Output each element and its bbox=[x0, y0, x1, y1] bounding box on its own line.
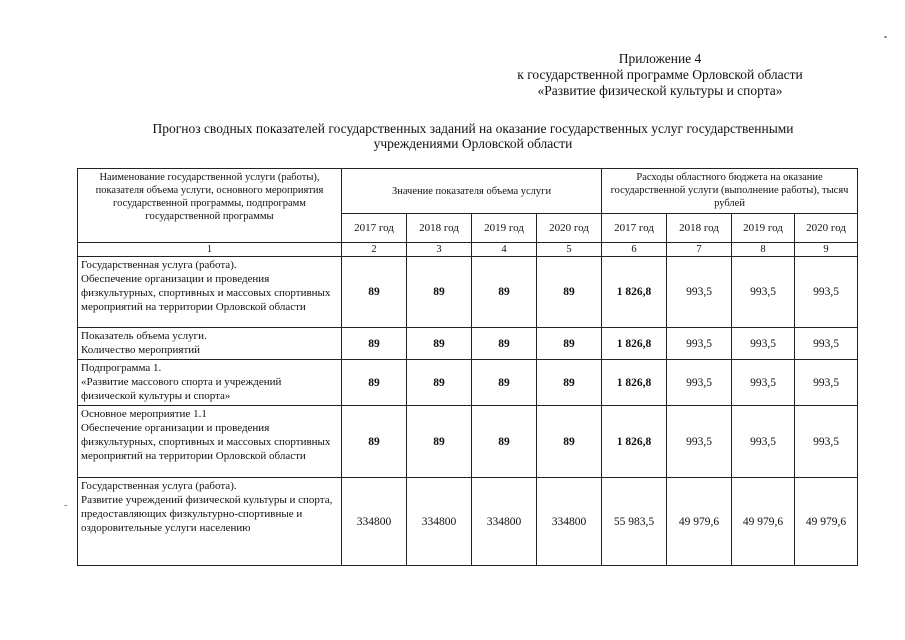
row-value: 49 979,6 bbox=[732, 478, 795, 566]
header-year: 2017 год bbox=[342, 214, 407, 243]
header-year: 2020 год bbox=[537, 214, 602, 243]
table-row bbox=[78, 360, 858, 406]
header-year: 2020 год bbox=[795, 214, 858, 243]
row-value: 1 826,8 bbox=[602, 328, 667, 360]
table-row bbox=[78, 478, 858, 566]
header-year: 2018 год bbox=[407, 214, 472, 243]
row-value: 334800 bbox=[537, 478, 602, 566]
column-number: 9 bbox=[795, 243, 858, 257]
row-value: 993,5 bbox=[667, 360, 732, 406]
header-budget-expenses: Расходы областного бюджета на оказание государственной услуги (выполнение работы), тысяч рублей bbox=[602, 169, 858, 214]
row-value: 1 826,8 bbox=[602, 406, 667, 478]
row-value: 89 bbox=[537, 328, 602, 360]
row-value: 334800 bbox=[407, 478, 472, 566]
row-value: 993,5 bbox=[732, 406, 795, 478]
row-value: 89 bbox=[407, 406, 472, 478]
column-number: 4 bbox=[472, 243, 537, 257]
table-row bbox=[78, 257, 858, 328]
row-value: 89 bbox=[342, 360, 407, 406]
row-value: 89 bbox=[472, 328, 537, 360]
row-value: 334800 bbox=[472, 478, 537, 566]
row-value: 993,5 bbox=[795, 257, 858, 328]
header-year: 2019 год bbox=[732, 214, 795, 243]
row-value: 89 bbox=[537, 406, 602, 478]
header-year: 2019 год bbox=[472, 214, 537, 243]
row-value: 89 bbox=[342, 328, 407, 360]
row-name: Государственная услуга (работа). Обеспечение организации и проведения физкультурных, спортивных и массовых спортивных мероприятий на территории Орловской области bbox=[78, 257, 342, 328]
row-value: 89 bbox=[537, 360, 602, 406]
column-number: 1 bbox=[78, 243, 342, 257]
indicators-table bbox=[77, 168, 858, 566]
appendix-line-1: Приложение 4 bbox=[618, 51, 702, 66]
row-value: 49 979,6 bbox=[795, 478, 858, 566]
column-number: 5 bbox=[537, 243, 602, 257]
document-title bbox=[78, 121, 868, 151]
scan-mark: - bbox=[64, 500, 68, 511]
row-value: 993,5 bbox=[795, 360, 858, 406]
row-value: 55 983,5 bbox=[602, 478, 667, 566]
table-row bbox=[78, 406, 858, 478]
appendix-header bbox=[470, 51, 850, 99]
row-value: 1 826,8 bbox=[602, 360, 667, 406]
row-value: 49 979,6 bbox=[667, 478, 732, 566]
row-value: 89 bbox=[472, 257, 537, 328]
document-title-line-1: Прогноз сводных показателей государственных заданий на оказание государственных услуг государственными bbox=[152, 121, 794, 136]
row-value: 89 bbox=[472, 406, 537, 478]
appendix-line-2: к государственной программе Орловской области bbox=[517, 67, 803, 82]
row-value: 89 bbox=[472, 360, 537, 406]
row-value: 89 bbox=[537, 257, 602, 328]
header-year: 2017 год bbox=[602, 214, 667, 243]
row-name: Государственная услуга (работа). Развитие учреждений физической культуры и спорта, предоставляющих физкультурно-спортивные и оздоровительные услуги населению bbox=[78, 478, 342, 566]
header-year: 2018 год bbox=[667, 214, 732, 243]
row-value: 993,5 bbox=[667, 328, 732, 360]
row-value: 993,5 bbox=[667, 406, 732, 478]
row-name: Подпрограмма 1. «Развитие массового спорта и учреждений физической культуры и спорта» bbox=[78, 360, 342, 406]
row-value: 89 bbox=[342, 257, 407, 328]
row-value: 89 bbox=[407, 257, 472, 328]
row-value: 1 826,8 bbox=[602, 257, 667, 328]
column-number-row bbox=[78, 243, 858, 257]
row-name: Показатель объема услуги. Количество мероприятий bbox=[78, 328, 342, 360]
column-number: 3 bbox=[407, 243, 472, 257]
appendix-line-3: «Развитие физической культуры и спорта» bbox=[537, 83, 783, 98]
row-value: 993,5 bbox=[732, 257, 795, 328]
row-value: 89 bbox=[407, 360, 472, 406]
table-row bbox=[78, 328, 858, 360]
column-number: 8 bbox=[732, 243, 795, 257]
document-title-line-2: учреждениями Орловской области bbox=[373, 136, 573, 151]
column-number: 6 bbox=[602, 243, 667, 257]
row-value: 993,5 bbox=[667, 257, 732, 328]
column-number: 7 bbox=[667, 243, 732, 257]
column-number: 2 bbox=[342, 243, 407, 257]
header-service-name: Наименование государственной услуги (работы), показателя объема услуги, основного мероприятия государственной программы, подпрограмм государственной программы bbox=[78, 169, 342, 243]
row-name: Основное мероприятие 1.1 Обеспечение организации и проведения физкультурных, спортивных и массовых спортивных мероприятий на территории Орловской области bbox=[78, 406, 342, 478]
scan-speck bbox=[884, 36, 887, 38]
row-value: 993,5 bbox=[795, 328, 858, 360]
row-value: 89 bbox=[407, 328, 472, 360]
row-value: 993,5 bbox=[732, 360, 795, 406]
row-value: 89 bbox=[342, 406, 407, 478]
header-volume-indicator: Значение показателя объема услуги bbox=[342, 169, 602, 214]
row-value: 993,5 bbox=[795, 406, 858, 478]
row-value: 334800 bbox=[342, 478, 407, 566]
row-value: 993,5 bbox=[732, 328, 795, 360]
